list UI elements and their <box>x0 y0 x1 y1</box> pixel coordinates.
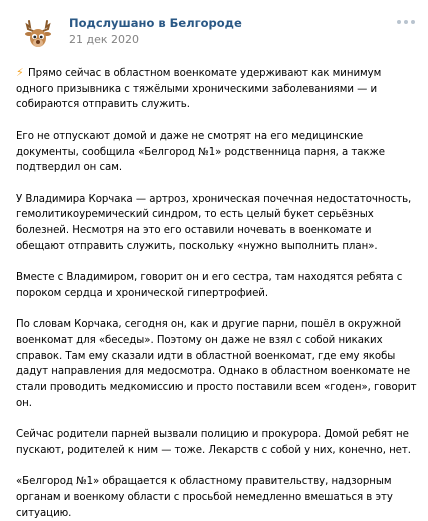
lightning-emoji-icon: ⚡ <box>16 66 24 79</box>
post-paragraph: «Белгород №1» обращается к областному правительству, надзорным органам и военкому области с просьбой немедленно вмешаться в эту ситуацию. <box>16 476 393 519</box>
post-author-block <box>69 15 242 47</box>
post-paragraph: По словам Корчака, сегодня он, как и другие парни, пошёл в окружной военкомат для «беседы». Поэтому он даже не взял с собой никаких справок. Там ему сказали идти в областной военкомат, где ему якобы дадут направления для медосмотра. Однако в областном военкомате не стали проводить медкомиссию и просто поставили всем «годен», говорит он. <box>16 319 417 409</box>
post-header <box>16 14 417 62</box>
post-paragraph <box>16 65 417 113</box>
paragraph-text: Прямо сейчас в областном военкомате удерживают как минимум одного призывника с тяжёлыми хроническими заболеваниями — и собираются отправить служить. <box>16 68 382 111</box>
post-paragraph: У Владимира Корчака — артроз, хроническая почечная недостаточность, гемолитикоуремический синдром, то есть целый букет серьёзных болезней. Несмотря на это его оставили ночевать в военкомате и обещают отправить служить, поскольку «нужно выполнить план». <box>16 193 412 252</box>
more-dot <box>411 20 415 24</box>
community-name-link[interactable]: Подслушано в Белгороде <box>69 16 242 30</box>
post-paragraph: Вместе с Владимиром, говорит он и его сестра, там находятся ребята с пороком сердца и хронической гипертрофией. <box>16 272 403 299</box>
post-paragraph: Сейчас родители парней вызвали полицию и прокурора. Домой ребят не пускают, родителей к ним — тоже. Лекарств с собой у них, конечно, нет. <box>16 429 411 456</box>
more-dot <box>404 20 408 24</box>
more-options-icon[interactable] <box>397 16 415 28</box>
post-text <box>16 65 417 521</box>
post-paragraph: Его не отпускают домой и даже не смотрят на его медицинские документы, сообщила «Белгород №1» родственница парня, а также подтвердил он сам. <box>16 130 385 174</box>
community-avatar[interactable] <box>21 18 55 52</box>
more-dot <box>397 20 401 24</box>
post-date[interactable]: 21 дек 2020 <box>69 33 140 46</box>
deer-icon <box>21 18 55 52</box>
